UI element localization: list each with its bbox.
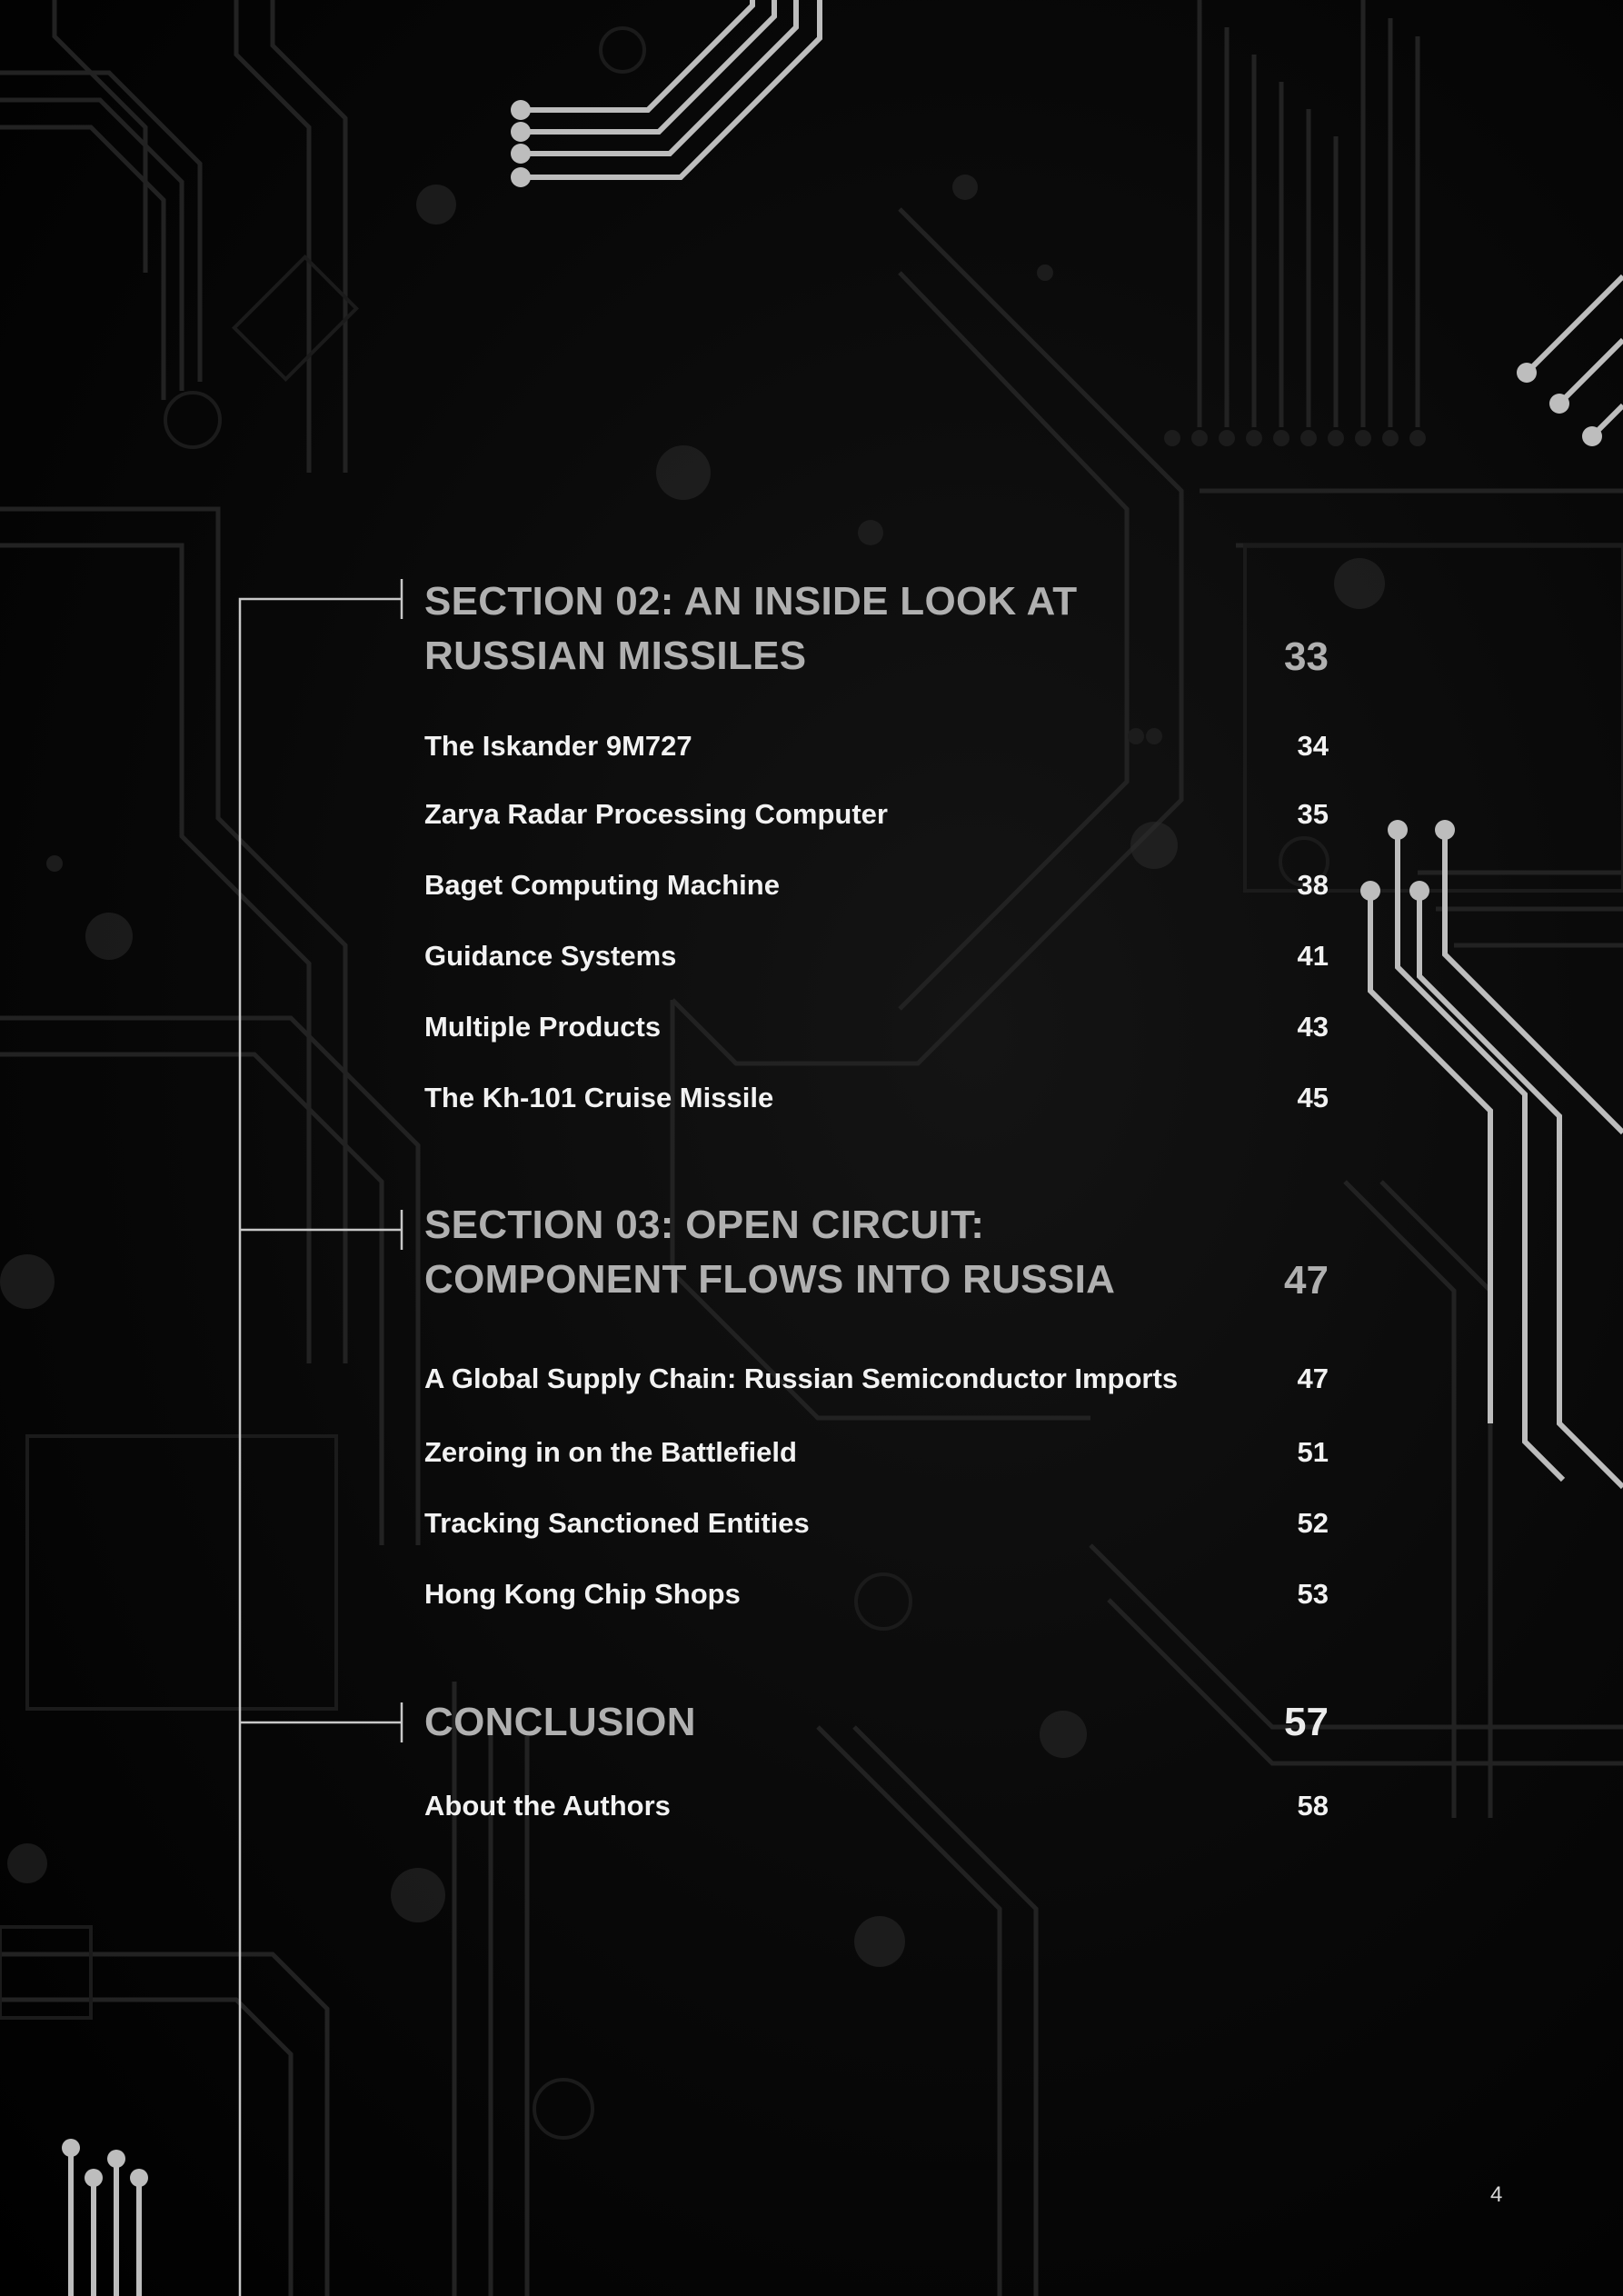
section-page-number: 57 <box>1284 1700 1329 1744</box>
toc-entry-page: 53 <box>1297 1578 1329 1610</box>
toc-entry-page: 47 <box>1297 1363 1329 1394</box>
toc-entry-title[interactable]: Tracking Sanctioned Entities <box>424 1507 810 1539</box>
toc-entry-page: 38 <box>1297 869 1329 901</box>
toc-entry-page: 35 <box>1297 798 1329 830</box>
section-heading-line-1[interactable]: SECTION 03: OPEN CIRCUIT: <box>424 1203 985 1247</box>
toc-entry-title[interactable]: Hong Kong Chip Shops <box>424 1578 741 1610</box>
section-heading-line-1[interactable]: SECTION 02: AN INSIDE LOOK AT <box>424 579 1078 624</box>
toc-entry-page: 43 <box>1297 1011 1329 1043</box>
section-heading-line-2[interactable]: COMPONENT FLOWS INTO RUSSIA <box>424 1257 1116 1302</box>
section-page-number: 33 <box>1284 634 1329 679</box>
faint-circuit-blocks <box>0 28 1623 2138</box>
toc-entry-title[interactable]: Guidance Systems <box>424 940 677 972</box>
toc-entry-page: 58 <box>1297 1790 1329 1822</box>
toc-entry-title[interactable]: Zarya Radar Processing Computer <box>424 798 888 830</box>
toc-entry-page: 52 <box>1297 1507 1329 1539</box>
highlight-pads <box>62 100 1602 2187</box>
toc-entry-title[interactable]: About the Authors <box>424 1790 671 1822</box>
page-number: 4 <box>1490 2182 1503 2207</box>
section-heading-line-2[interactable]: RUSSIAN MISSILES <box>424 634 807 678</box>
toc-entry-title[interactable]: Baget Computing Machine <box>424 869 780 901</box>
toc-entry-title[interactable]: Multiple Products <box>424 1011 662 1043</box>
faint-solder-pads <box>46 175 1426 872</box>
toc-entry-title[interactable]: The Iskander 9M727 <box>424 730 692 762</box>
toc-entry-page: 34 <box>1297 730 1329 762</box>
section-heading[interactable]: CONCLUSION <box>424 1700 696 1744</box>
toc-entry-page: 45 <box>1297 1082 1329 1113</box>
toc-entry-title[interactable]: A Global Supply Chain: Russian Semiconductor Imports <box>424 1363 1179 1394</box>
toc-entry-page: 51 <box>1297 1436 1329 1468</box>
toc-entry-title[interactable]: Zeroing in on the Battlefield <box>424 1436 797 1468</box>
section-page-number: 47 <box>1284 1258 1329 1303</box>
toc-entry-page: 41 <box>1297 940 1329 972</box>
toc-entry-title[interactable]: The Kh-101 Cruise Missile <box>424 1082 774 1113</box>
